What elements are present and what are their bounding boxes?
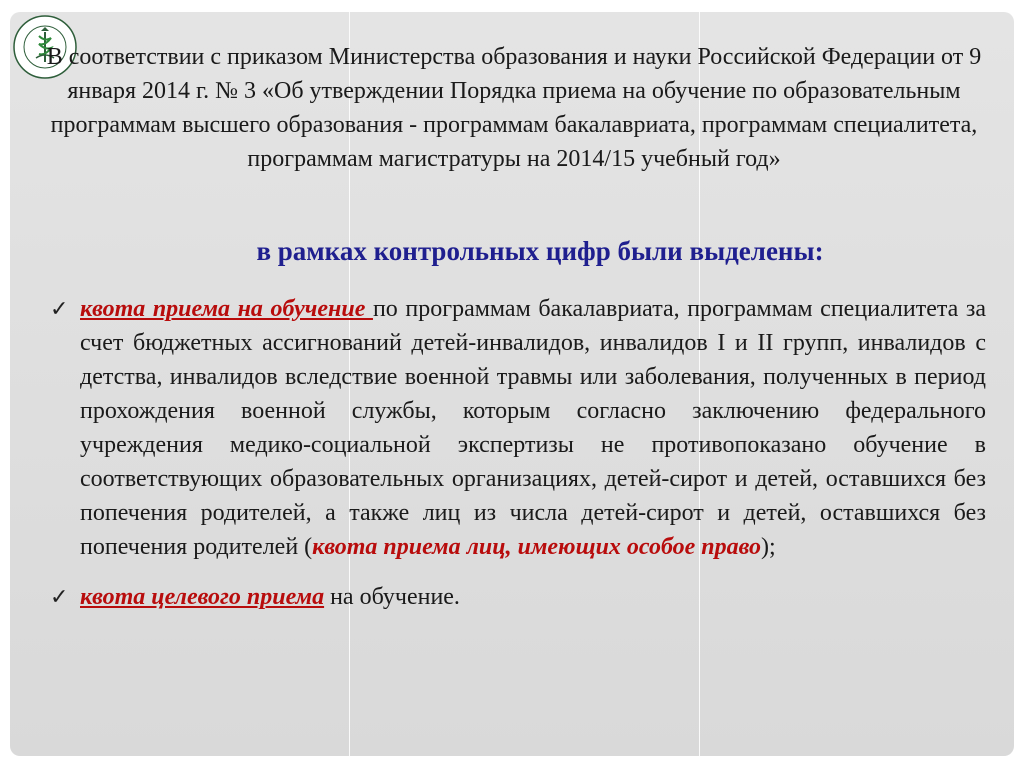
highlight-term: квота приема лиц, имеющих особое право	[312, 534, 762, 560]
list-item	[46, 580, 986, 614]
item-text: на обучение.	[324, 584, 460, 610]
highlight-term: квота приема на обучение	[80, 296, 373, 322]
checkmark-icon: ✓	[50, 296, 69, 321]
subheading: в рамках контрольных цифр были выделены:	[256, 236, 824, 266]
item-text: );	[761, 534, 776, 560]
list-item	[46, 292, 986, 564]
highlight-term: квота целевого приема	[80, 584, 325, 610]
checkmark-icon: ✓	[50, 584, 69, 609]
header-paragraph: В соответствии с приказом Министерства образования и науки Российской Федерации от 9 января 2014 г. № 3 «Об утверждении Порядка приема на обучение по образовательным программам высшего образования - программам бакалавриата, программам специалитета, программам магистратуры на 2014/15 учебный год»	[46, 44, 982, 172]
item-text: по программам бакалавриата, программам специалитета за счет бюджетных ассигнований детей-инвалидов, инвалидов I и II групп, инвалидов с детства, инвалидов вследствие военной травмы или заболевания, полученных в период прохождения военной службы, которым согласно заключению федерального учреждения медико-социальной экспертизы не противопоказано обучение в соответствующих образовательных организациях, детей-сирот и детей, оставшихся без попечения родителей, а также лиц из числа детей-сирот и детей, оставшихся без попечения родителей (	[80, 296, 986, 560]
quota-list	[46, 292, 986, 614]
